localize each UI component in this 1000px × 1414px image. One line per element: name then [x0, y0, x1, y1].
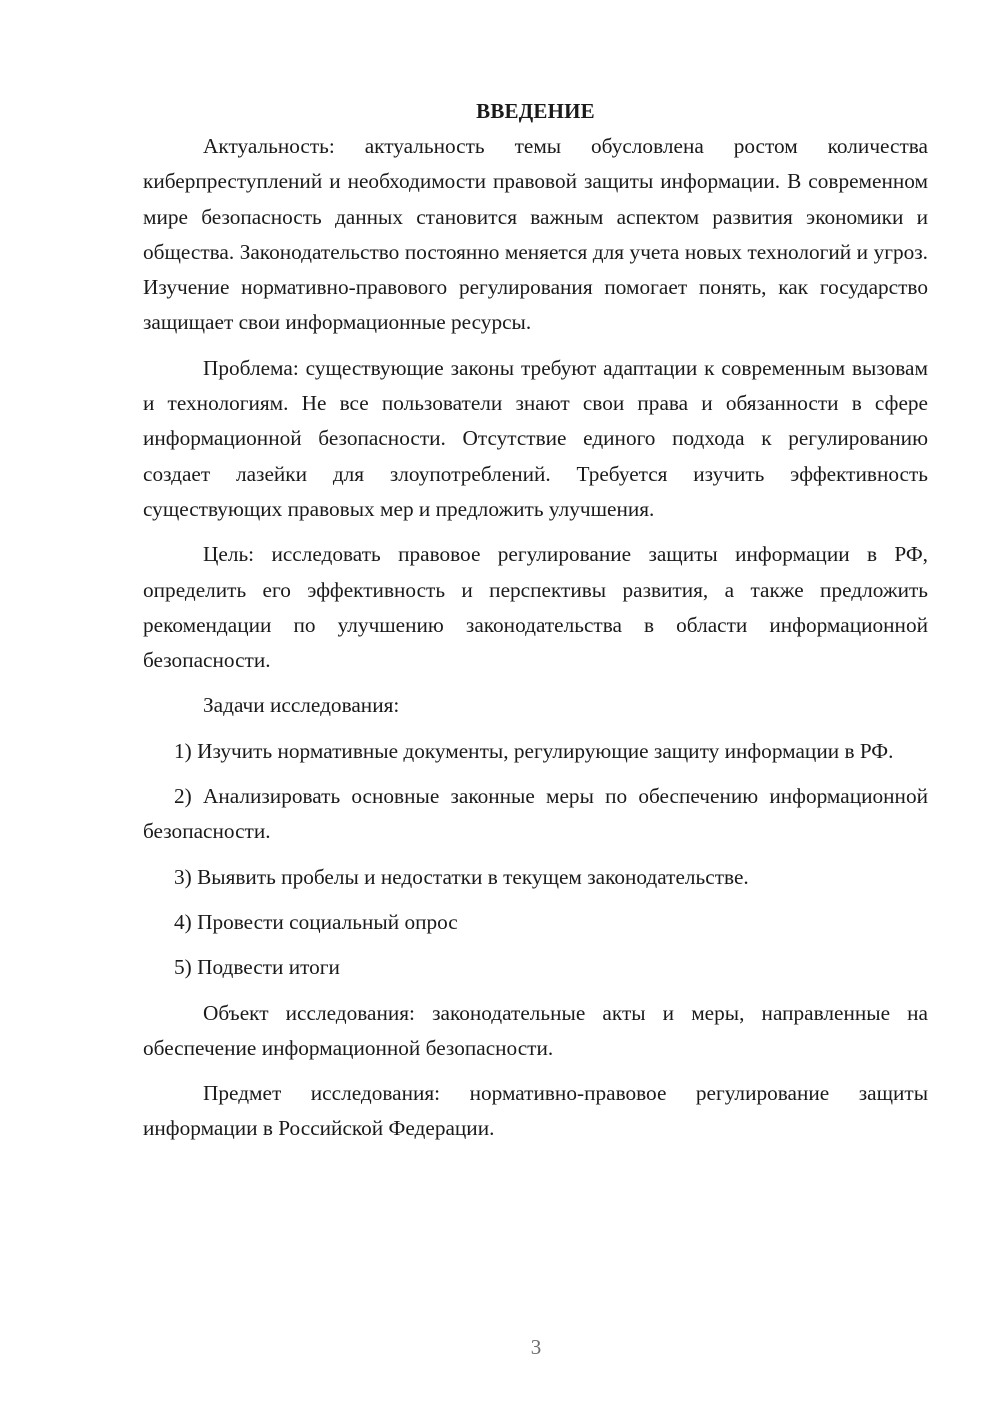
- paragraph-problem: Проблема: существующие законы требуют адаптации к современным вызовам и технологиям. Не все пользователи знают свои права и обязанности в сфере информационной безопасности. Отсутствие единого подхода к регулированию создает лазейки для злоупотреблений. Требуется изучить эффективность существующих правовых мер и предложить улучшения.: [143, 355, 928, 521]
- page-title: ВВЕДЕНИЕ: [476, 99, 595, 123]
- tasks-heading: Задачи исследования:: [203, 693, 400, 718]
- task-item-4: 4) Провести социальный опрос: [174, 909, 458, 934]
- page-content: [143, 94, 928, 1157]
- task-item-3: 3) Выявить пробелы и недостатки в текущем законодательстве.: [174, 864, 749, 889]
- paragraph-goal: Цель: исследовать правовое регулирование защиты информации в РФ, определить его эффективность и перспективы развития, а также предложить рекомендации по улучшению законодательства в области информационной безопасности.: [143, 542, 928, 673]
- paragraph-relevance: Актуальность: актуальность темы обусловлена ростом количества киберпреступлений и необходимости правовой защиты информации. В современном мире безопасность данных становится важным аспектом развития экономики и общества. Законодательство постоянно меняется для учета новых технологий и угроз. Изучение нормативно-правового регулирования помогает понять, как государство защищает свои информационные ресурсы.: [143, 134, 928, 335]
- task-item-5: 5) Подвести итоги: [174, 955, 340, 980]
- task-item-1: 1) Изучить нормативные документы, регулирующие защиту информации в РФ.: [174, 738, 894, 763]
- paragraph-subject: Предмет исследования: нормативно-правовое регулирование защиты информации в Российской Федерации.: [143, 1081, 928, 1141]
- page-number: 3: [530, 1335, 542, 1359]
- paragraph-object: Объект исследования: законодательные акты и меры, направленные на обеспечение информационной безопасности.: [143, 1000, 928, 1060]
- task-item-2: 2) Анализировать основные законные меры по обеспечению информационной безопасности.: [143, 784, 928, 844]
